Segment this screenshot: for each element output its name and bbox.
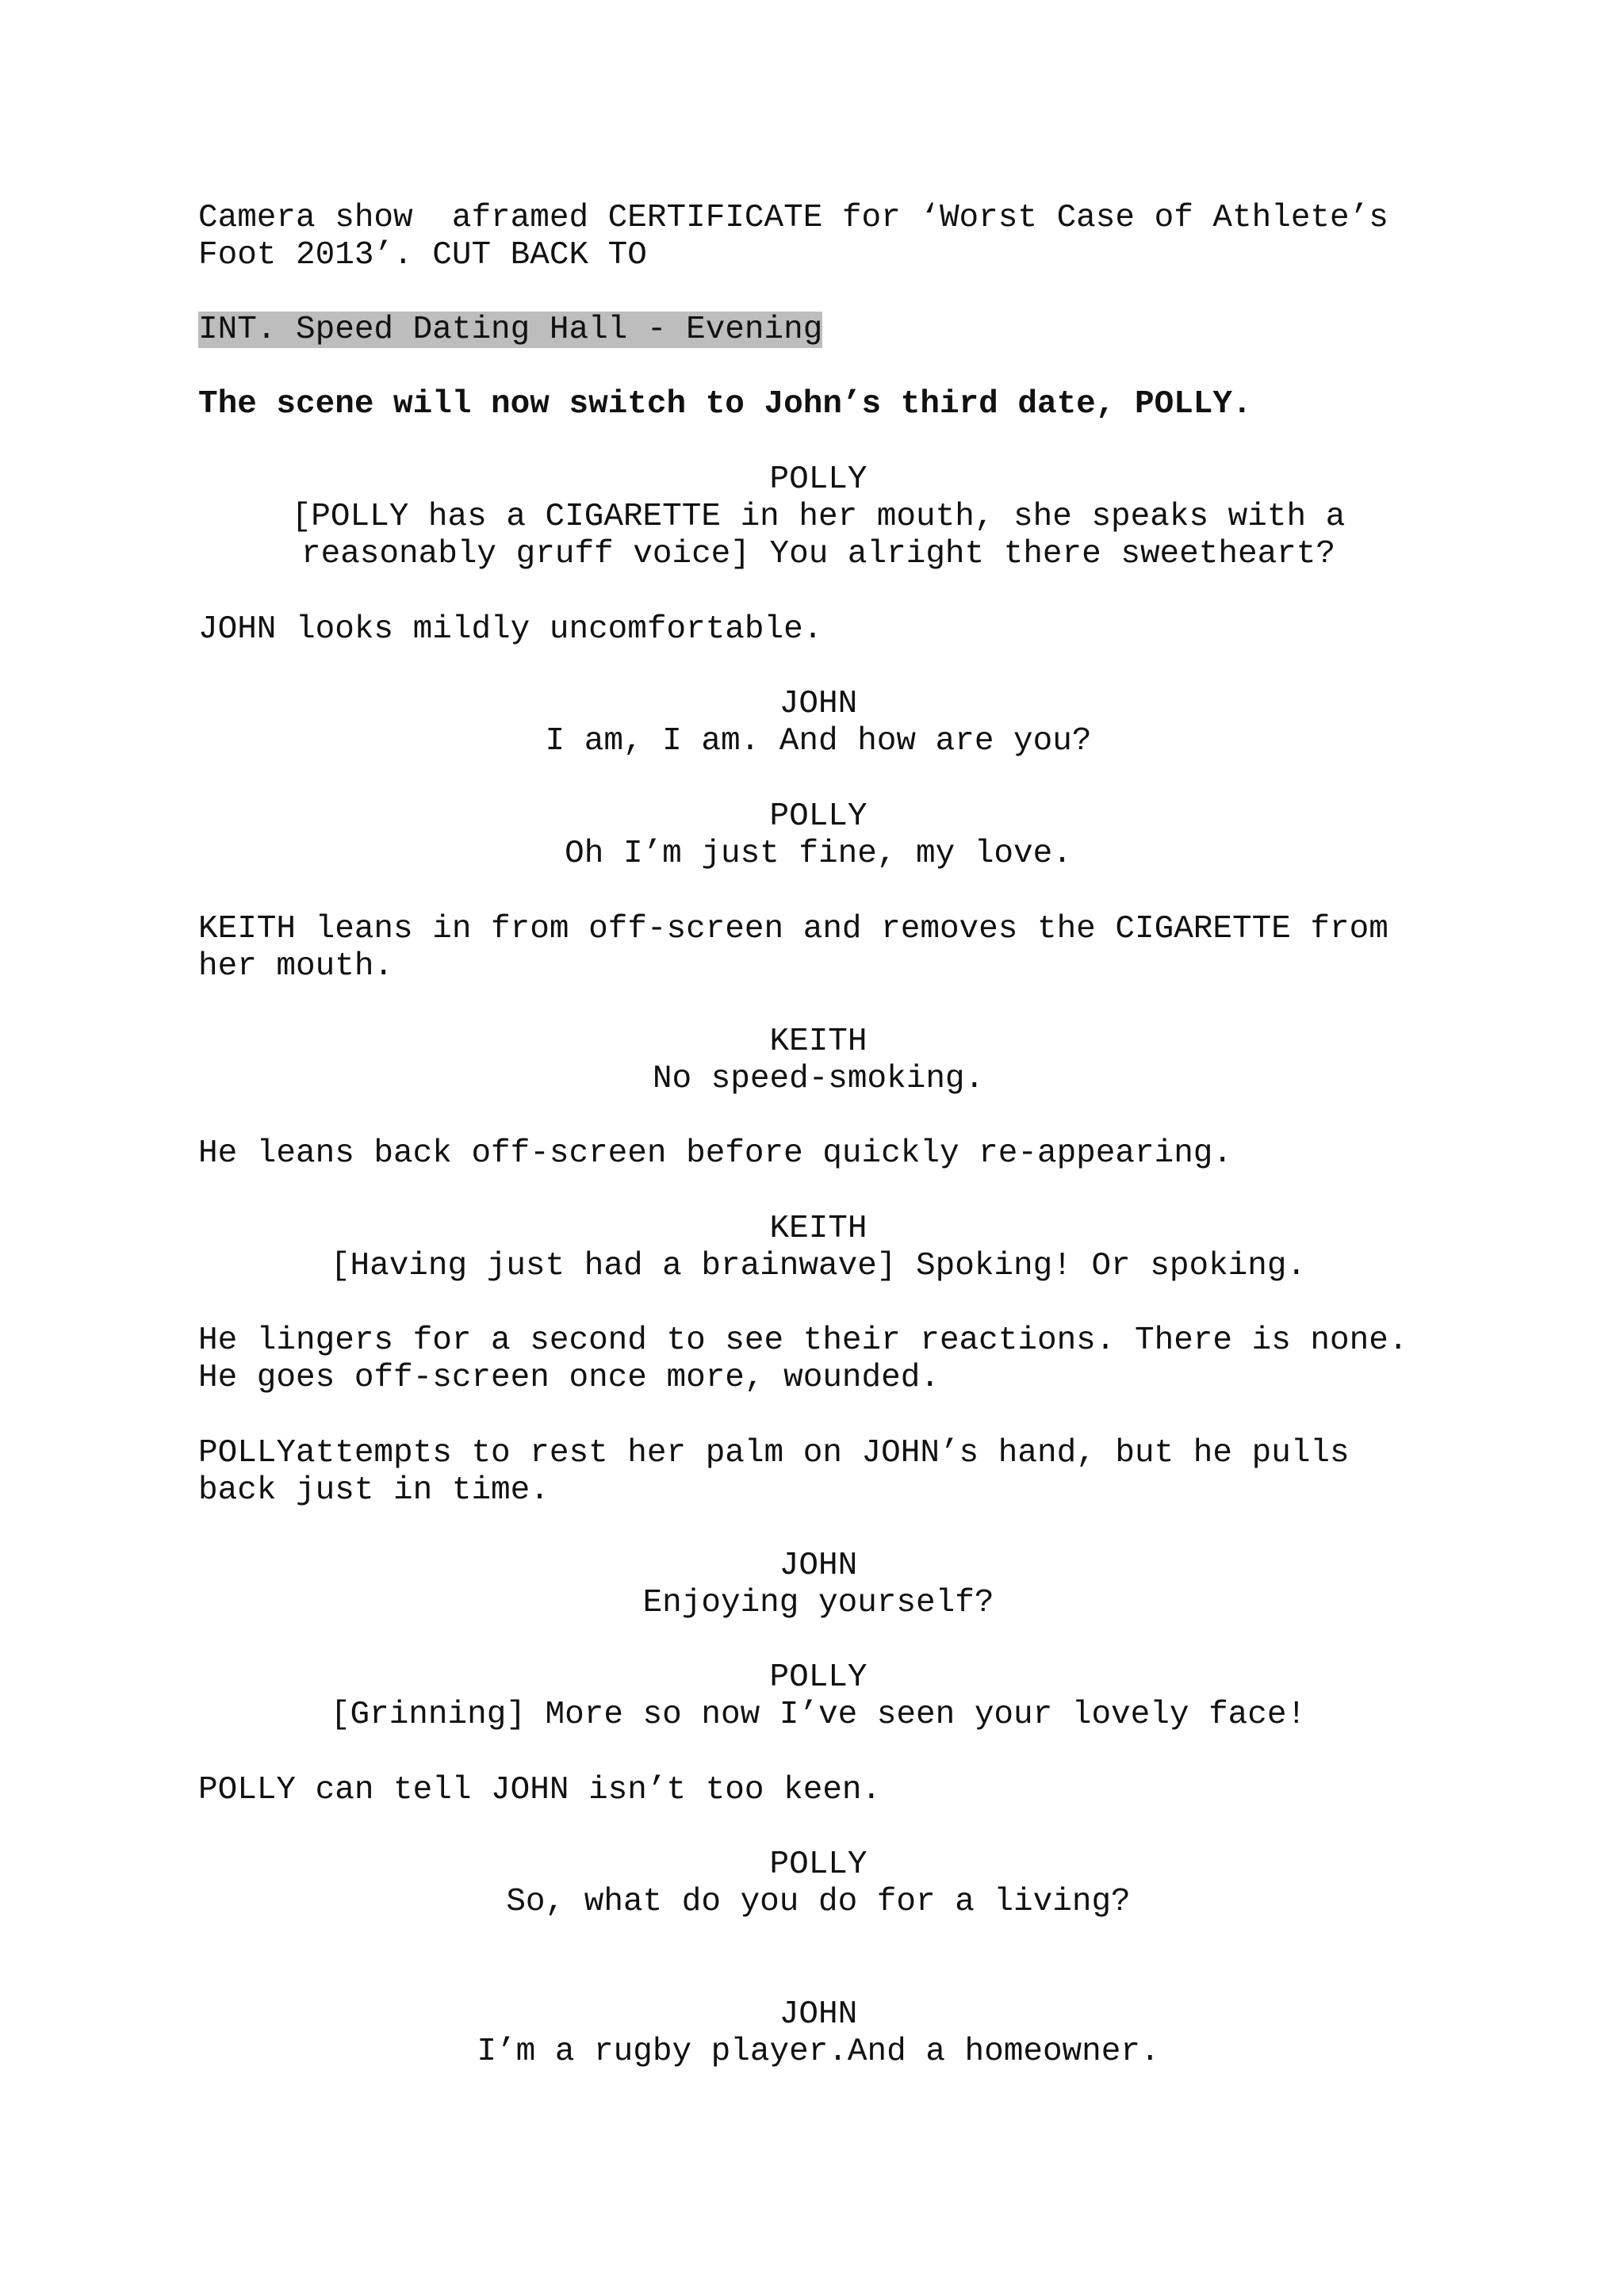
character-name: JOHN bbox=[779, 1548, 858, 1584]
action-line: Foot 2013’. CUT BACK TO bbox=[198, 237, 647, 274]
character-name: KEITH bbox=[769, 1024, 868, 1060]
action-line: He goes off-screen once more, wounded. bbox=[198, 1360, 940, 1396]
action-line: POLLY can tell JOHN isn’t too keen. bbox=[198, 1772, 882, 1808]
action-line: Camera show aframed CERTIFICATE for ‘Worst Case of Athlete’s bbox=[198, 200, 1388, 236]
action-line: KEITH leans in from off-screen and removes the CIGARETTE from bbox=[198, 911, 1388, 947]
dialogue-line: I am, I am. And how are you? bbox=[545, 723, 1092, 760]
action-line: her mouth. bbox=[198, 948, 394, 985]
character-name: JOHN bbox=[779, 686, 858, 722]
action-line: He lingers for a second to see their reactions. There is none. bbox=[198, 1322, 1408, 1359]
dialogue-line: No speed-smoking. bbox=[652, 1061, 985, 1097]
character-name: POLLY bbox=[769, 798, 868, 835]
action-line: back just in time. bbox=[198, 1472, 550, 1509]
scene-heading-text: INT. Speed Dating Hall - Evening bbox=[198, 312, 823, 348]
dialogue-line: reasonably gruff voice] You alright there sweetheart? bbox=[301, 536, 1335, 572]
dialogue-line: I’m a rugby player.And a homeowner. bbox=[477, 2034, 1160, 2070]
character-name: POLLY bbox=[769, 1846, 868, 1883]
character-name: JOHN bbox=[779, 1996, 858, 2033]
dialogue-line: [Grinning] More so now I’ve seen your lovely face! bbox=[330, 1697, 1307, 1733]
action-line: JOHN looks mildly uncomfortable. bbox=[198, 611, 823, 648]
scene-note: The scene will now switch to John’s third date, POLLY. bbox=[198, 386, 1252, 423]
action-line: POLLYattempts to rest her palm on JOHN’s hand, but he pulls bbox=[198, 1435, 1350, 1471]
character-name: POLLY bbox=[769, 1659, 868, 1696]
dialogue-line: [Having just had a brainwave] Spoking! Or spoking. bbox=[330, 1248, 1307, 1284]
dialogue-line: So, what do you do for a living? bbox=[506, 1884, 1131, 1920]
scene-heading bbox=[198, 312, 822, 349]
character-name: POLLY bbox=[769, 461, 868, 498]
character-name: KEITH bbox=[769, 1211, 868, 1247]
dialogue-line: Oh I’m just fine, my love. bbox=[565, 836, 1072, 872]
action-line: He leans back off-screen before quickly re-appearing. bbox=[198, 1135, 1233, 1172]
dialogue-line: [POLLY has a CIGARETTE in her mouth, she speaks with a bbox=[291, 499, 1346, 535]
dialogue-line: Enjoying yourself? bbox=[642, 1585, 994, 1621]
